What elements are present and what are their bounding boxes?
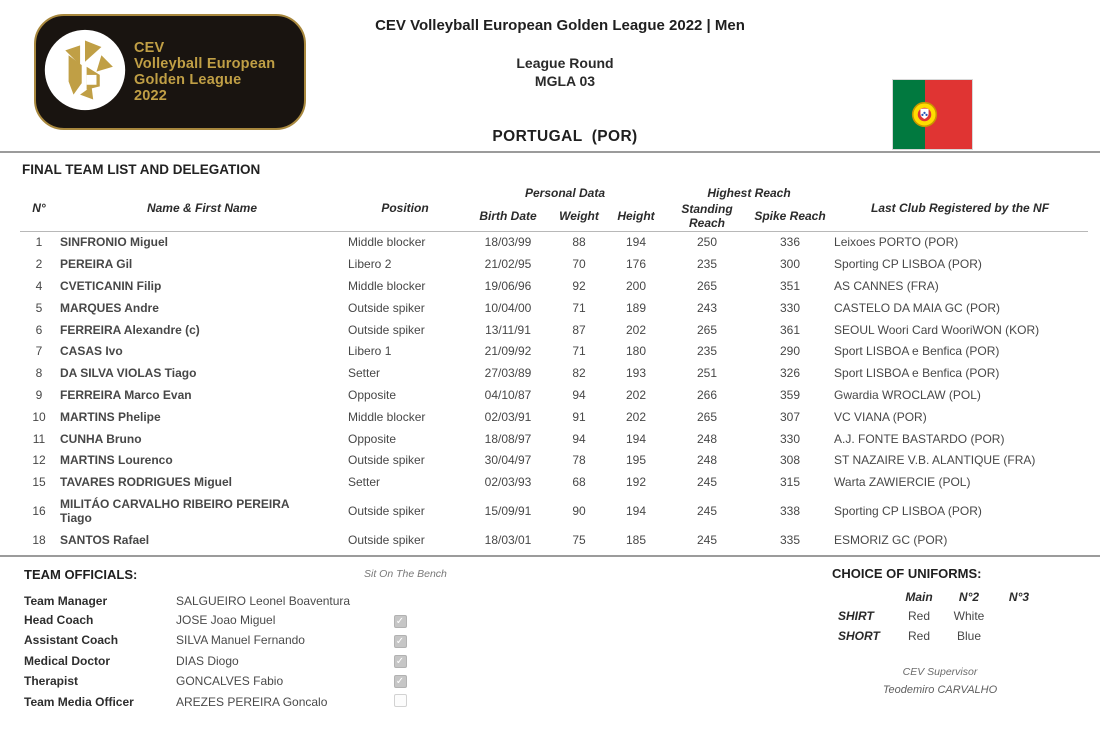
official-name: GONCALVES Fabio <box>176 673 284 688</box>
player-name: DA SILVA VIOLAS Tiago <box>60 366 197 381</box>
player-name: CASAS Ivo <box>60 344 123 359</box>
player-name: TAVARES RODRIGUES Miguel <box>60 475 233 490</box>
player-club: Sporting CP LISBOA (POR) <box>834 257 982 272</box>
bench-checkbox[interactable]: ✓ <box>394 655 407 668</box>
player-no: 9 <box>35 387 43 402</box>
player-position: Outside spiker <box>348 532 425 547</box>
official-name: DIAS Diogo <box>176 653 239 668</box>
player-club: VC VIANA (POR) <box>834 409 927 424</box>
player-row <box>20 429 1088 451</box>
player-weight: 82 <box>572 366 586 381</box>
player-height: 200 <box>625 278 647 293</box>
official-name: AREZES PEREIRA Goncalo <box>176 694 328 709</box>
short-n2-color: Blue <box>956 628 982 643</box>
official-bench-cell <box>380 591 420 610</box>
official-bench-cell <box>380 691 420 712</box>
player-row <box>20 254 1088 276</box>
player-standing: 248 <box>696 453 718 468</box>
official-role: Assistant Coach <box>24 633 119 648</box>
player-birth: 13/11/91 <box>485 322 531 337</box>
player-no: 6 <box>35 322 43 337</box>
shirt-row-label: SHIRT <box>838 609 874 624</box>
player-standing: 243 <box>696 300 718 315</box>
shirt-n2-color: White <box>953 609 985 624</box>
player-spike: 335 <box>779 532 801 547</box>
officials-tbody <box>24 591 420 712</box>
round-name: League Round <box>516 55 614 71</box>
player-club: ST NAZAIRE V.B. ALANTIQUE (FRA) <box>834 453 1036 468</box>
bench-checkbox[interactable] <box>394 694 407 707</box>
cev-logo-emblem-icon <box>44 29 126 116</box>
player-club: ESMORIZ GC (POR) <box>834 532 948 547</box>
player-position: Libero 1 <box>348 344 392 359</box>
player-position: Outside spiker <box>348 322 425 337</box>
logo-line-2: Volleyball European <box>134 55 276 72</box>
official-bench-cell <box>380 630 420 650</box>
player-name: MARTINS Phelipe <box>60 409 161 424</box>
group-header-personal-data: Personal Data <box>524 186 606 200</box>
roster-table <box>20 186 1088 551</box>
team-name-title: PORTUGAL (POR) <box>492 128 638 145</box>
player-no: 2 <box>35 257 43 272</box>
player-weight: 88 <box>572 235 586 250</box>
uniform-col-main: Main <box>905 589 933 604</box>
player-no: 7 <box>35 344 43 359</box>
competition-title: CEV Volleyball European Golden League 2022 | Men <box>375 17 745 34</box>
col-header-standing-reach: Standing Reach <box>666 202 748 232</box>
player-position: Middle blocker <box>348 235 426 250</box>
official-bench-cell <box>380 610 420 630</box>
player-no: 4 <box>35 278 43 293</box>
player-club: Gwardia WROCLAW (POL) <box>834 387 981 402</box>
round-info <box>300 54 830 90</box>
player-row <box>20 494 1088 530</box>
player-spike: 326 <box>779 366 801 381</box>
player-height: 202 <box>625 322 647 337</box>
player-no: 15 <box>32 475 46 490</box>
player-height: 176 <box>625 257 647 272</box>
flag-armillary-emblem-icon <box>911 101 938 128</box>
col-header-weight: Weight <box>552 202 606 232</box>
supervisor-name: Teodemiro CARVALHO <box>882 683 998 696</box>
player-spike: 300 <box>779 257 801 272</box>
col-header-club: Last Club Registered by the NF <box>832 186 1088 232</box>
player-height: 180 <box>625 344 647 359</box>
short-row-label: SHORT <box>838 628 880 643</box>
player-height: 193 <box>625 366 647 381</box>
player-birth: 02/03/91 <box>484 409 532 424</box>
player-name: SANTOS Rafael <box>60 532 150 547</box>
official-row <box>24 651 420 671</box>
group-header-highest-reach: Highest Reach <box>707 186 791 200</box>
section-title: FINAL TEAM LIST AND DELEGATION <box>22 162 261 177</box>
player-name: FERREIRA Marco Evan <box>60 387 192 402</box>
logo-line-3: Golden League <box>134 72 242 88</box>
uniform-corner-cell <box>836 587 894 607</box>
col-header-height: Height <box>606 202 666 232</box>
player-name: MILITÁO CARVALHO RIBEIRO PEREIRA Tiago <box>60 496 290 525</box>
player-birth: 18/03/99 <box>484 235 532 250</box>
official-role: Head Coach <box>24 613 94 628</box>
player-club: CASTELO DA MAIA GC (POR) <box>834 300 1001 315</box>
player-spike: 307 <box>779 409 801 424</box>
player-position: Opposite <box>348 431 397 446</box>
player-no: 12 <box>32 453 46 468</box>
player-club: A.J. FONTE BASTARDO (POR) <box>834 431 1005 446</box>
player-club: SEOUL Woori Card WooriWON (KOR) <box>834 322 1040 337</box>
player-position: Middle blocker <box>348 409 426 424</box>
official-name: SALGUEIRO Leonel Boaventura <box>176 593 351 608</box>
cev-golden-league-logo <box>34 14 306 130</box>
player-height: 202 <box>625 409 647 424</box>
col-header-position: Position <box>346 186 464 232</box>
player-birth: 27/03/89 <box>484 366 532 381</box>
player-height: 194 <box>625 235 647 250</box>
player-position: Middle blocker <box>348 278 426 293</box>
official-name: SILVA Manuel Fernando <box>176 633 305 648</box>
player-standing: 245 <box>696 532 718 547</box>
player-spike: 330 <box>779 431 801 446</box>
player-spike: 359 <box>779 387 801 402</box>
player-standing: 265 <box>696 322 718 337</box>
header-divider <box>0 151 1100 153</box>
col-header-number: N° <box>20 186 58 232</box>
player-no: 10 <box>32 409 46 424</box>
player-club: Sport LISBOA e Benfica (POR) <box>834 366 1000 381</box>
player-name: PEREIRA Gil <box>60 257 133 272</box>
player-birth: 30/04/97 <box>484 453 532 468</box>
official-name: JOSE Joao Miguel <box>176 613 276 628</box>
players-tbody <box>20 232 1088 551</box>
cev-supervisor-block <box>832 666 1048 696</box>
player-standing: 245 <box>696 503 718 518</box>
player-name: SINFRONIO Miguel <box>60 235 168 250</box>
player-position: Opposite <box>348 387 397 402</box>
player-weight: 70 <box>572 257 586 272</box>
player-no: 16 <box>32 503 46 518</box>
player-birth: 21/09/92 <box>484 344 532 359</box>
player-spike: 330 <box>779 300 801 315</box>
player-weight: 92 <box>572 278 586 293</box>
player-height: 189 <box>625 300 647 315</box>
player-height: 195 <box>625 453 647 468</box>
player-weight: 71 <box>572 300 586 315</box>
player-birth: 21/02/95 <box>484 257 532 272</box>
player-height: 194 <box>625 503 647 518</box>
player-birth: 04/10/87 <box>484 387 532 402</box>
short-n3-color <box>994 626 1044 646</box>
player-height: 185 <box>625 532 647 547</box>
player-birth: 18/08/97 <box>484 431 532 446</box>
player-standing: 266 <box>696 387 718 402</box>
table-bottom-divider <box>0 555 1100 557</box>
player-row <box>20 320 1088 342</box>
player-club: Warta ZAWIERCIE (POL) <box>834 475 971 490</box>
official-role: Team Media Officer <box>24 694 134 709</box>
player-row <box>20 472 1088 494</box>
player-row <box>20 407 1088 429</box>
official-row <box>24 610 420 630</box>
player-row <box>20 298 1088 320</box>
match-code: MGLA 03 <box>534 73 596 90</box>
col-header-birth-date: Birth Date <box>464 202 552 232</box>
team-officials-section <box>24 566 504 712</box>
uniforms-title: CHOICE OF UNIFORMS: <box>832 566 982 581</box>
player-weight: 75 <box>572 532 586 547</box>
player-weight: 90 <box>572 503 586 518</box>
player-standing: 251 <box>696 366 718 381</box>
player-standing: 235 <box>696 344 718 359</box>
player-position: Outside spiker <box>348 503 425 518</box>
player-spike: 315 <box>779 475 801 490</box>
player-position: Libero 2 <box>348 257 392 272</box>
player-weight: 71 <box>572 344 586 359</box>
player-standing: 250 <box>696 235 718 250</box>
player-height: 194 <box>625 431 647 446</box>
choice-of-uniforms-section <box>832 566 1048 696</box>
player-standing: 265 <box>696 409 718 424</box>
player-name: MARQUES Andre <box>60 300 159 315</box>
player-birth: 02/03/93 <box>484 475 532 490</box>
player-no: 5 <box>35 300 43 315</box>
player-weight: 91 <box>572 409 586 424</box>
player-row <box>20 363 1088 385</box>
player-birth: 15/09/91 <box>484 503 532 518</box>
player-weight: 94 <box>572 431 586 446</box>
player-row <box>20 232 1088 254</box>
player-position: Setter <box>348 366 381 381</box>
bench-checkbox[interactable]: ✓ <box>394 615 407 628</box>
bench-checkbox[interactable]: ✓ <box>394 675 407 688</box>
uniform-col-n3: N°3 <box>1008 589 1030 604</box>
officials-table <box>24 591 420 712</box>
official-role: Therapist <box>24 673 79 688</box>
player-birth: 10/04/00 <box>484 300 532 315</box>
short-main-color: Red <box>907 628 930 643</box>
col-header-spike-reach: Spike Reach <box>748 202 832 232</box>
player-row <box>20 276 1088 298</box>
player-club: Sporting CP LISBOA (POR) <box>834 503 982 518</box>
official-row <box>24 591 420 610</box>
shirt-n3-color <box>994 607 1044 627</box>
sit-on-bench-label: Sit On The Bench <box>364 568 447 580</box>
player-row <box>20 450 1088 472</box>
uniform-col-n2: N°2 <box>958 589 980 604</box>
uniforms-table <box>836 587 1044 646</box>
player-weight: 68 <box>572 475 586 490</box>
player-spike: 351 <box>779 278 801 293</box>
player-spike: 361 <box>779 322 801 337</box>
player-birth: 19/06/96 <box>484 278 532 293</box>
official-role: Team Manager <box>24 593 108 608</box>
player-no: 8 <box>35 366 43 381</box>
supervisor-label: CEV Supervisor <box>902 665 978 678</box>
official-row <box>24 671 420 691</box>
player-no: 1 <box>35 235 43 250</box>
player-position: Setter <box>348 475 381 490</box>
player-club: AS CANNES (FRA) <box>834 278 939 293</box>
player-name: FERREIRA Alexandre (c) <box>60 322 200 337</box>
official-bench-cell <box>380 671 420 691</box>
shirt-main-color: Red <box>907 609 930 624</box>
official-role: Medical Doctor <box>24 653 111 668</box>
player-name: MARTINS Lourenco <box>60 453 173 468</box>
player-weight: 87 <box>572 322 586 337</box>
player-spike: 338 <box>779 503 801 518</box>
player-standing: 235 <box>696 257 718 272</box>
player-no: 18 <box>32 532 46 547</box>
official-bench-cell <box>380 651 420 671</box>
player-club: Leixoes PORTO (POR) <box>834 235 959 250</box>
player-row <box>20 385 1088 407</box>
team-officials-title: TEAM OFFICIALS: <box>24 567 138 582</box>
player-spike: 336 <box>779 235 801 250</box>
portugal-flag <box>893 80 972 149</box>
player-club: Sport LISBOA e Benfica (POR) <box>834 344 1000 359</box>
player-row <box>20 341 1088 363</box>
player-height: 202 <box>625 387 647 402</box>
official-row <box>24 630 420 650</box>
cev-logo-text <box>134 40 275 105</box>
col-header-name: Name & First Name <box>58 186 346 232</box>
logo-line-1: CEV <box>134 39 165 56</box>
player-row <box>20 530 1088 552</box>
bench-checkbox[interactable]: ✓ <box>394 635 407 648</box>
player-weight: 78 <box>572 453 586 468</box>
player-name: CUNHA Bruno <box>60 431 142 446</box>
player-weight: 94 <box>572 387 586 402</box>
player-name: CVETICANIN Filip <box>60 278 162 293</box>
player-height: 192 <box>625 475 647 490</box>
logo-line-4: 2022 <box>134 88 168 105</box>
player-position: Outside spiker <box>348 300 425 315</box>
official-row <box>24 691 420 712</box>
player-position: Outside spiker <box>348 453 425 468</box>
player-no: 11 <box>32 431 46 446</box>
player-spike: 290 <box>779 344 801 359</box>
player-standing: 245 <box>696 475 718 490</box>
player-spike: 308 <box>779 453 801 468</box>
player-birth: 18/03/01 <box>484 532 532 547</box>
player-standing: 265 <box>696 278 718 293</box>
roster-table-container <box>20 186 1088 551</box>
player-standing: 248 <box>696 431 718 446</box>
